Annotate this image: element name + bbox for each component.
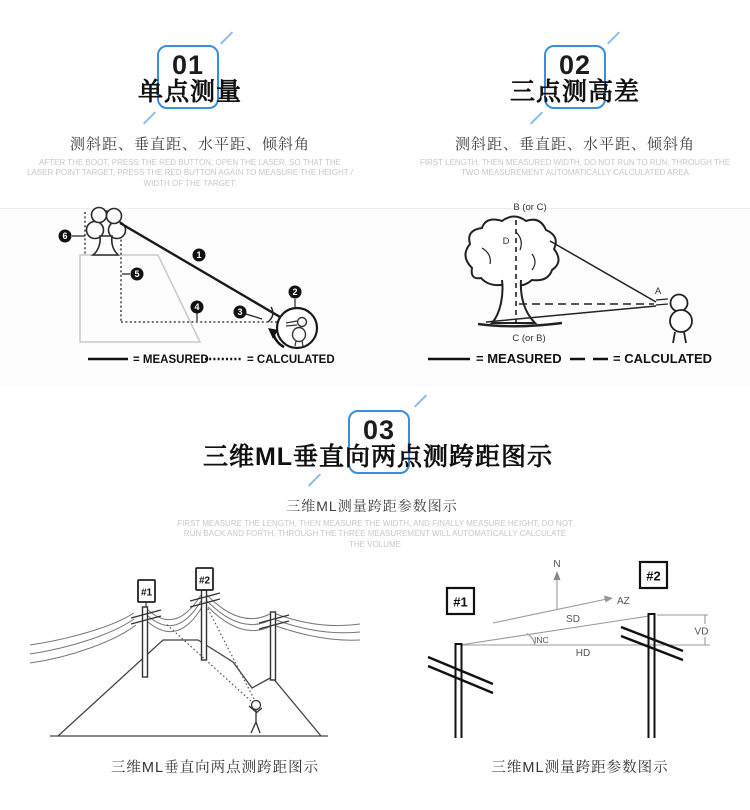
horizontal-distance-label: HD	[575, 648, 591, 659]
svg-text:2: 2	[292, 287, 298, 298]
decorative-slash-icon	[143, 111, 156, 124]
svg-text:6: 6	[62, 231, 68, 242]
section2-number: 02	[558, 50, 592, 80]
legend-calculated-label: = CALCULATED	[613, 351, 713, 366]
terrain-outline	[58, 640, 321, 736]
decorative-slash-icon	[414, 394, 427, 407]
person-icon	[249, 701, 262, 734]
sight-dotted-lines	[165, 607, 254, 701]
point-c-label: C (or B)	[512, 333, 546, 344]
pole-2	[621, 614, 683, 738]
single-point-measurement-diagram	[40, 203, 370, 381]
section3-subtitle: 三维ML测量跨距参数图示	[286, 498, 458, 514]
marker-6	[59, 230, 72, 243]
observer-icon	[656, 295, 692, 344]
pole1-label: #1	[140, 587, 153, 599]
svg-text:4: 4	[194, 302, 200, 313]
crossarm	[621, 627, 683, 660]
svg-text:5: 5	[134, 269, 140, 280]
section2-description: FIRST LENGTH, THEN MEASURED WIDTH, DO NOT RUN TO RUN, THROUGH THE TWO MEASUREMENT AUTOMATICALLY CALCULATED AREA	[419, 158, 731, 178]
three-point-height-diagram	[420, 192, 740, 377]
section1-number: 01	[171, 50, 205, 80]
marker-4	[191, 301, 204, 314]
svg-text:1: 1	[196, 250, 202, 261]
azimuth-label: AZ	[617, 596, 630, 607]
marker-5	[131, 268, 144, 281]
span-parameters-diagram	[405, 548, 740, 748]
section1-description: AFTER THE BOOT, PRESS THE RED BUTTON, OPEN THE LASER, SO THAT THE LASER POINT TARGET, PRESS THE RED BUTTON AGAIN TO MEASURE THE HEIGHT / WIDTH OF THE TARGET.	[27, 158, 353, 188]
pole-1	[428, 644, 493, 738]
point-d-label: D	[502, 236, 510, 247]
azimuth-line	[493, 599, 607, 623]
section3-description: FIRST MEASURE THE LENGTH, THEN MEASURE THE WIDTH, AND FINALLY MEASURE HEIGHT, DO NOT RUN BACK AND FORTH, THROUGH THE THREE MEASUREMENT WILL AUTOMATICALLY CALCULATE THE VOLUME	[177, 519, 573, 549]
slant-distance-label: SD	[566, 614, 580, 625]
azimuth-arrowhead	[604, 596, 613, 603]
slant-distance-line	[460, 616, 649, 645]
inclination-label: INC	[534, 635, 549, 645]
legend-measured-label: = MEASURED	[476, 351, 562, 366]
section1-subtitle: 测斜距、垂直距、水平距、倾斜角	[69, 136, 311, 153]
measurement-lines	[460, 577, 710, 645]
section1-title: 单点测量	[137, 78, 243, 106]
pole2-label: #2	[646, 568, 661, 584]
north-arrowhead	[554, 571, 561, 580]
point-b-label: B (or C)	[513, 202, 547, 213]
section3-title: 三维ML垂直向两点测跨距图示	[202, 443, 554, 471]
section2-title: 三点测高差	[509, 78, 641, 106]
north-label: N	[553, 559, 561, 570]
pole2-label: #2	[198, 575, 211, 587]
pole-3	[259, 612, 289, 680]
legend	[88, 354, 335, 366]
legend-calculated-label: = CALCULATED	[247, 354, 335, 366]
marker-2	[289, 286, 302, 299]
span-measurement-scene-diagram	[30, 555, 360, 750]
scene-diagram-caption: 三维ML垂直向两点测跨距图示	[110, 760, 320, 776]
slope-outline	[80, 255, 200, 342]
section2-subtitle: 测斜距、垂直距、水平距、倾斜角	[454, 136, 696, 153]
vertical-distance-label: VD	[694, 626, 709, 638]
section3-number: 03	[362, 415, 396, 445]
measured-line	[120, 223, 292, 324]
svg-text:3: 3	[237, 307, 243, 318]
params-diagram-caption: 三维ML测量跨距参数图示	[491, 760, 669, 776]
decorative-slash-icon	[607, 31, 620, 44]
point-a-label: A	[654, 286, 662, 297]
decorative-slash-icon	[220, 31, 233, 44]
pole1-label: #1	[453, 594, 468, 610]
legend-measured-label: = MEASURED	[133, 354, 209, 366]
decorative-slash-icon	[530, 111, 543, 124]
marker-3	[234, 306, 247, 319]
tree-trunk	[492, 280, 535, 323]
marker-1	[193, 249, 206, 262]
pole-1	[131, 580, 161, 677]
decorative-slash-icon	[308, 473, 321, 486]
tree-canopy	[465, 217, 558, 286]
tree-icon	[87, 208, 126, 256]
legend	[428, 351, 712, 366]
